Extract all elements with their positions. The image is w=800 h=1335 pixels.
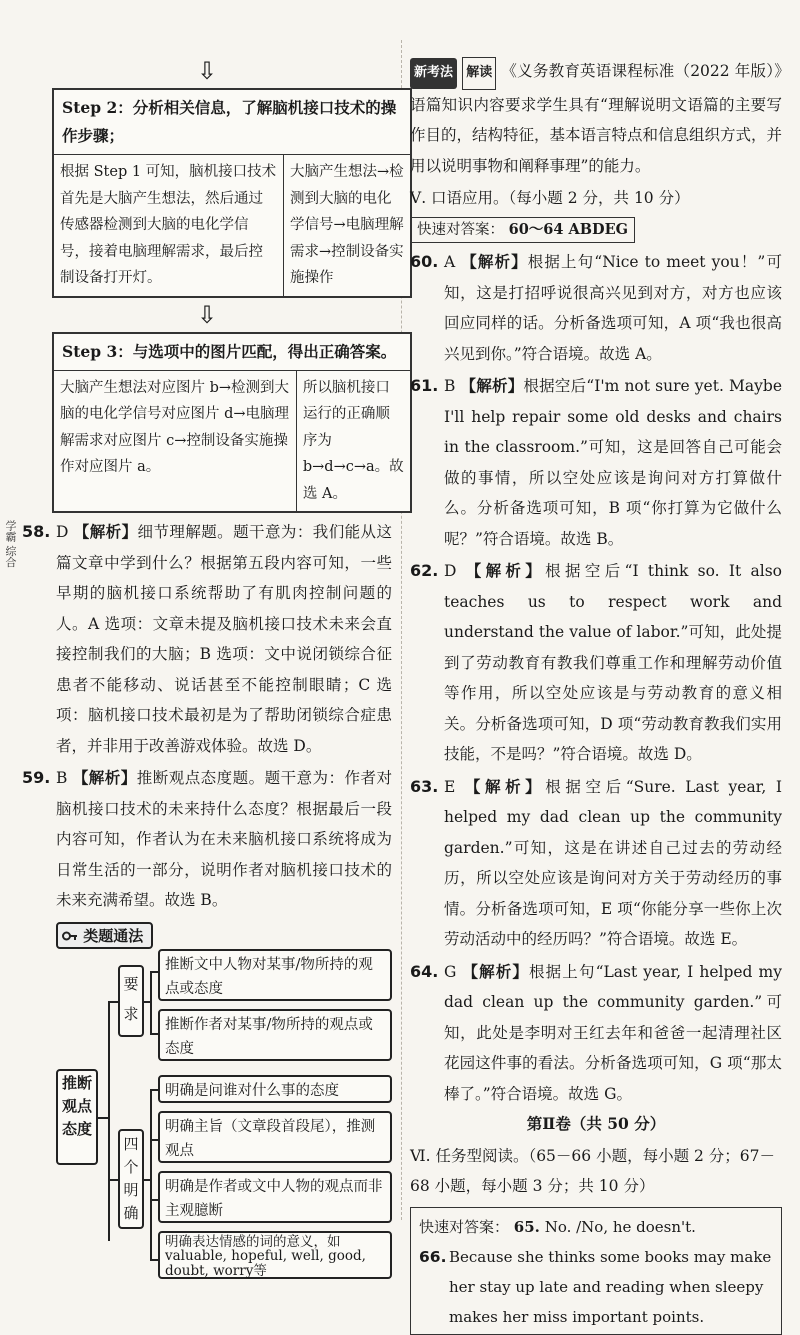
connector: [108, 1001, 118, 1003]
answer-66: Because she thinks some books may make her stay up late and reading when sleepy makes her miss important points.: [449, 1248, 772, 1326]
question-number: 60.: [410, 252, 439, 271]
question-63: [410, 772, 782, 955]
left-column: [22, 0, 404, 1279]
analysis-text: 根据空后“I think so. It also teaches us to respect work and understand the value of labor.”可知，此处提到了劳动教育有教我们尊重工作和理解劳动价值等作用，所以空处应该是与劳动教育的意义相关。分析备选项可知，D 项“劳动教育教我们实用技能，不是吗？”符合语境。故选 D。: [444, 562, 782, 763]
quick-answer-5: [410, 217, 635, 243]
connector: [150, 1199, 158, 1201]
side-margin-text: 学霸 综合: [4, 520, 17, 568]
question-60: [410, 247, 782, 369]
connector: [150, 1259, 158, 1261]
analysis-tag: 【解析】: [461, 252, 528, 271]
step2-box: [52, 88, 412, 298]
requirement-2: 推断作者对某事/物所持的观点或态度: [158, 1009, 392, 1061]
mind-branch-requirement: 要求: [118, 965, 144, 1037]
paper-2-heading: 第Ⅱ卷（共 50 分）: [526, 1114, 666, 1133]
question-61: [410, 371, 782, 554]
question-58: [22, 517, 392, 761]
answer-letter: B: [56, 769, 68, 787]
clarify-3: 明确是作者或文中人物的观点而非主观臆断: [158, 1171, 392, 1223]
connector: [108, 1179, 118, 1181]
step3-explanation: 大脑产生想法对应图片 b→检测到大脑的电化学信号对应图片 d→电脑理解需求对应图片 c→控制设备实施操作对应图片 a。: [60, 379, 290, 475]
analysis-text: 根据上句“Last year, I helped my dad clean up the community garden.”可知，此处是李明对王红去年和爸爸一起清理社区花园这件事的看法。分析备选项可知，G 项“那太棒了。”符合语境。故选 G。: [444, 962, 782, 1103]
answer-letter: E: [444, 777, 456, 796]
new-exam-note: [410, 56, 782, 181]
analysis-tag: 【解析】: [465, 561, 546, 580]
analysis-tag: 【解析】: [464, 776, 546, 796]
analysis-tag: 【解析】: [72, 768, 137, 787]
answer-letter: B: [444, 377, 456, 395]
question-number: 63.: [410, 776, 439, 796]
clarify-1: 明确是问谁对什么事的态度: [158, 1075, 392, 1103]
quick-answer-row: [419, 1242, 773, 1332]
new-exam-badge: 新考法: [410, 58, 457, 89]
question-number: 61.: [410, 376, 439, 395]
question-number: 58.: [22, 522, 51, 541]
step3-box: [52, 332, 412, 514]
analysis-tag: 【解析】: [73, 522, 138, 541]
analysis-text: 根据空后“I'm not sure yet. Maybe I'll help repair some old desks and chairs in the classroom.”可知，这是回答自己可能会做的事情，所以空处应该是询问对方打算做什么。分析备选项可知，B 项“你打算为它做什么呢？”符合语境。故选 B。: [444, 377, 782, 548]
question-59: [22, 763, 392, 916]
question-number: 64.: [410, 961, 439, 981]
analysis-text: 推断观点态度题。题干意为：作者对脑机接口技术的未来持什么态度？根据最后一段内容可知，作者认为在未来脑机接口系统将成为日常生活的一部分，说明作者对脑机接口技术的未来充满希望。故选 B。: [56, 769, 392, 909]
quick-answer-label: 快速对答案：: [419, 1218, 510, 1236]
question-number: 65.: [513, 1218, 540, 1236]
requirement-1: 推断文中人物对某事/物所持的观点或态度: [158, 949, 392, 1001]
section-5-heading: Ⅴ. 口语应用。（每小题 2 分，共 10 分）: [410, 189, 690, 207]
question-number: 66.: [419, 1248, 447, 1266]
question-62: [410, 556, 782, 770]
quick-answer-row: [419, 1212, 773, 1242]
question-number: 62.: [410, 561, 439, 580]
connector: [150, 1089, 158, 1091]
connector: [108, 1001, 110, 1241]
step2-row: [54, 155, 410, 296]
answer-letter: A: [444, 253, 456, 271]
step2-flow: 大脑产生想法→检测到大脑的电化学信号→电脑理解需求→控制设备实施操作: [283, 155, 410, 296]
analysis-text: 根据空后“Sure. Last year, I helped my dad clean up the community garden.”可知，这是在讲述自己过去的劳动经历，所以空处应该是询问对方关于劳动经历的事情。分析备选项可知，E 项“你能分享一些你上次劳动活动中的经历吗？”符合语境。故选 E。: [444, 777, 782, 948]
quick-answer-6: [410, 1207, 782, 1335]
down-arrow-icon: ⇩: [196, 300, 218, 329]
connector: [150, 1033, 158, 1035]
step2-heading: Step 2：分析相关信息，了解脑机接口技术的操作步骤；: [54, 90, 410, 155]
section-6-heading: Ⅵ. 任务型阅读。（65－66 小题，每小题 2 分；67－68 小题，每小题 3 分；共 10 分）: [410, 1147, 776, 1195]
key-icon: [62, 927, 83, 945]
quick-answer-label: 快速对答案：: [417, 222, 504, 238]
question-64: [410, 957, 782, 1110]
step3-row: [54, 371, 410, 512]
mind-root: 推断观点态度: [56, 1069, 98, 1165]
connector: [98, 1117, 108, 1119]
method-heading: [56, 922, 153, 949]
analysis-tag: 【解析】: [460, 376, 524, 395]
analysis-text: 根据上句“Nice to meet you！”可知，这是打招呼说很高兴见到对方，对方也应该回应同样的话。分析备选项可知，A 项“我也很高兴见到你。”符合语境。故选 A。: [444, 253, 782, 363]
mind-map: [56, 949, 392, 1279]
method-title: 类题通法: [83, 926, 144, 945]
answer-letter: D: [444, 562, 457, 580]
connector: [150, 1089, 152, 1259]
analysis-tag: 【解析】: [462, 961, 530, 981]
step2-explanation: 根据 Step 1 可知，脑机接口技术首先是大脑产生想法，然后通过传感器检测到大脑的电化学信号，接着电脑理解需求，最后控制设备打开灯。: [60, 164, 277, 286]
analysis-text: 细节理解题。题干意为：我们能从这篇文章中学到什么？根据第五段内容可知，一些早期的脑机接口系统帮助了有肌肉控制问题的人。A 选项：文章未提及脑机接口技术未来会直接控制我们的大脑；B 选项：文中说闭锁综合征患者不能移动、说话甚至不能控制眼睛；C 选项：脑机接口技术最初是为了帮助闭锁综合症患者，并非用于改善游戏体验。故选 D。: [56, 523, 392, 755]
mind-branch-four-clarify: 四个明确: [118, 1129, 144, 1229]
interpretation-badge: 解读: [462, 57, 496, 90]
right-column: [410, 0, 782, 1335]
answer-letter: G: [444, 962, 457, 981]
answer-65: No. /No, he doesn't.: [544, 1218, 696, 1236]
quick-answer-value: 60～64 ABDEG: [508, 221, 629, 238]
answer-letter: D: [56, 523, 69, 541]
step3-conclusion: 所以脑机接口运行的正确顺序为 b→d→c→a。故选 A。: [296, 371, 410, 512]
step3-heading: Step 3：与选项中的图片匹配，得出正确答案。: [54, 334, 410, 371]
down-arrow-icon: ⇩: [196, 57, 218, 85]
question-number: 59.: [22, 768, 51, 787]
connector: [150, 971, 158, 973]
new-exam-text: 《义务教育英语课程标准（2022 年版）》语篇知识内容要求学生具有“理解说明文语篇的主要写作目的，结构特征，基本语言特点和信息组织方式，并用以说明事物和阐释事理”的能力。: [410, 62, 783, 175]
clarify-4: 明确表达情感的词的意义，如valuable, hopeful, well, good, doubt, worry等: [158, 1231, 392, 1279]
connector: [150, 1139, 158, 1141]
connector: [150, 971, 152, 1033]
clarify-2: 明确主旨（文章段首段尾），推测观点: [158, 1111, 392, 1163]
